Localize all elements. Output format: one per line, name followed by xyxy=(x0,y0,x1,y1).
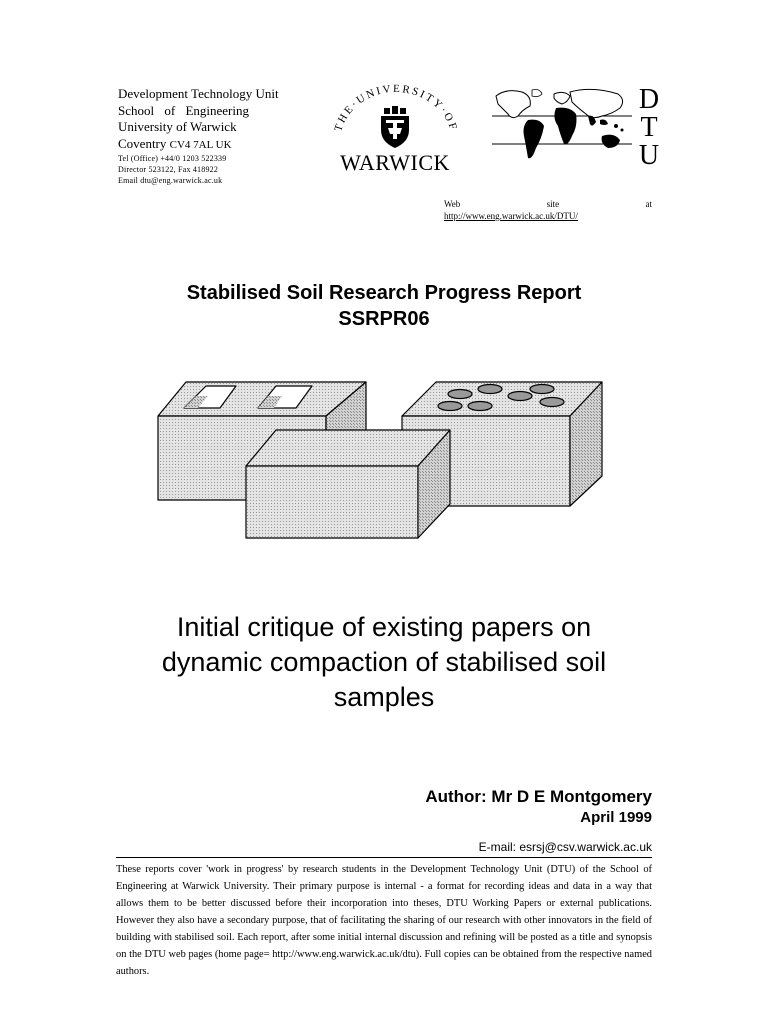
web-word: Web xyxy=(444,199,461,209)
director-fax: Director 523122, Fax 418922 xyxy=(118,165,219,174)
disclaimer-paragraph: These reports cover 'work in progress' by research students in the Development Technology Unit (DTU) of the School of Engineering at Warwick University. Their primary purpose is internal - a format for recording ideas and data in a way that allows them to be better discussed before their incorporation into theses, DTU Working Papers or external publications. However they also have a secondary purpose, that of facilitating the sharing of our research with other innovators in the field of building with stabilised soil. Each report, after some initial internal discussion and refining will be posted as a title and synopsis on the DTU web pages (home page= http://www.eng.warwick.ac.uk/dtu). Full copies can be obtained from the respective named authors. xyxy=(116,864,652,977)
university-name: University of Warwick xyxy=(118,119,237,134)
title-line: dynamic compaction of stabilised soil xyxy=(161,647,607,677)
document-title xyxy=(84,610,684,715)
warwick-logo xyxy=(322,84,468,184)
dtu-letter: D xyxy=(638,84,660,115)
contact-email: Email dtu@eng.warwick.ac.uk xyxy=(118,176,223,185)
report-series: Stabilised Soil Research Progress Report xyxy=(186,282,582,304)
report-heading xyxy=(0,280,768,332)
postcode: CV4 7AL UK xyxy=(169,138,232,151)
web-word: at xyxy=(645,199,652,209)
world-map-icon xyxy=(492,86,632,174)
author-email: E-mail: esrsj@csv.warwick.ac.uk xyxy=(478,840,652,854)
city-line xyxy=(118,136,318,154)
soil-blocks-illustration xyxy=(150,376,610,540)
telephone: Tel (Office) +44/0 1203 522339 xyxy=(118,154,227,163)
divider xyxy=(116,857,652,858)
title-line: Initial critique of existing papers on xyxy=(176,612,592,642)
city: Coventry xyxy=(118,135,167,151)
author: Author: Mr D E Montgomery xyxy=(425,787,652,806)
dtu-letter: U xyxy=(638,140,660,171)
publication-date: April 1999 xyxy=(580,809,652,826)
web-word: site xyxy=(546,199,560,209)
address-block xyxy=(118,86,318,186)
website-link[interactable]: http://www.eng.warwick.ac.uk/DTU/ xyxy=(444,211,578,221)
dtu-letters xyxy=(634,86,664,170)
soil-blocks-icon xyxy=(150,376,610,540)
school-name: School of Engineering xyxy=(118,102,249,118)
logo-name: WARWICK xyxy=(340,150,450,175)
world-map xyxy=(492,86,632,174)
dtu-letter: T xyxy=(640,112,658,143)
unit-name: Development Technology Unit xyxy=(118,86,279,101)
report-code: SSRPR06 xyxy=(338,308,430,330)
logo-arc-text: THE·UNIVERSITY·OF xyxy=(332,84,460,133)
warwick-crest-icon xyxy=(322,84,468,184)
title-line: samples xyxy=(333,682,435,712)
website-block xyxy=(444,198,652,222)
